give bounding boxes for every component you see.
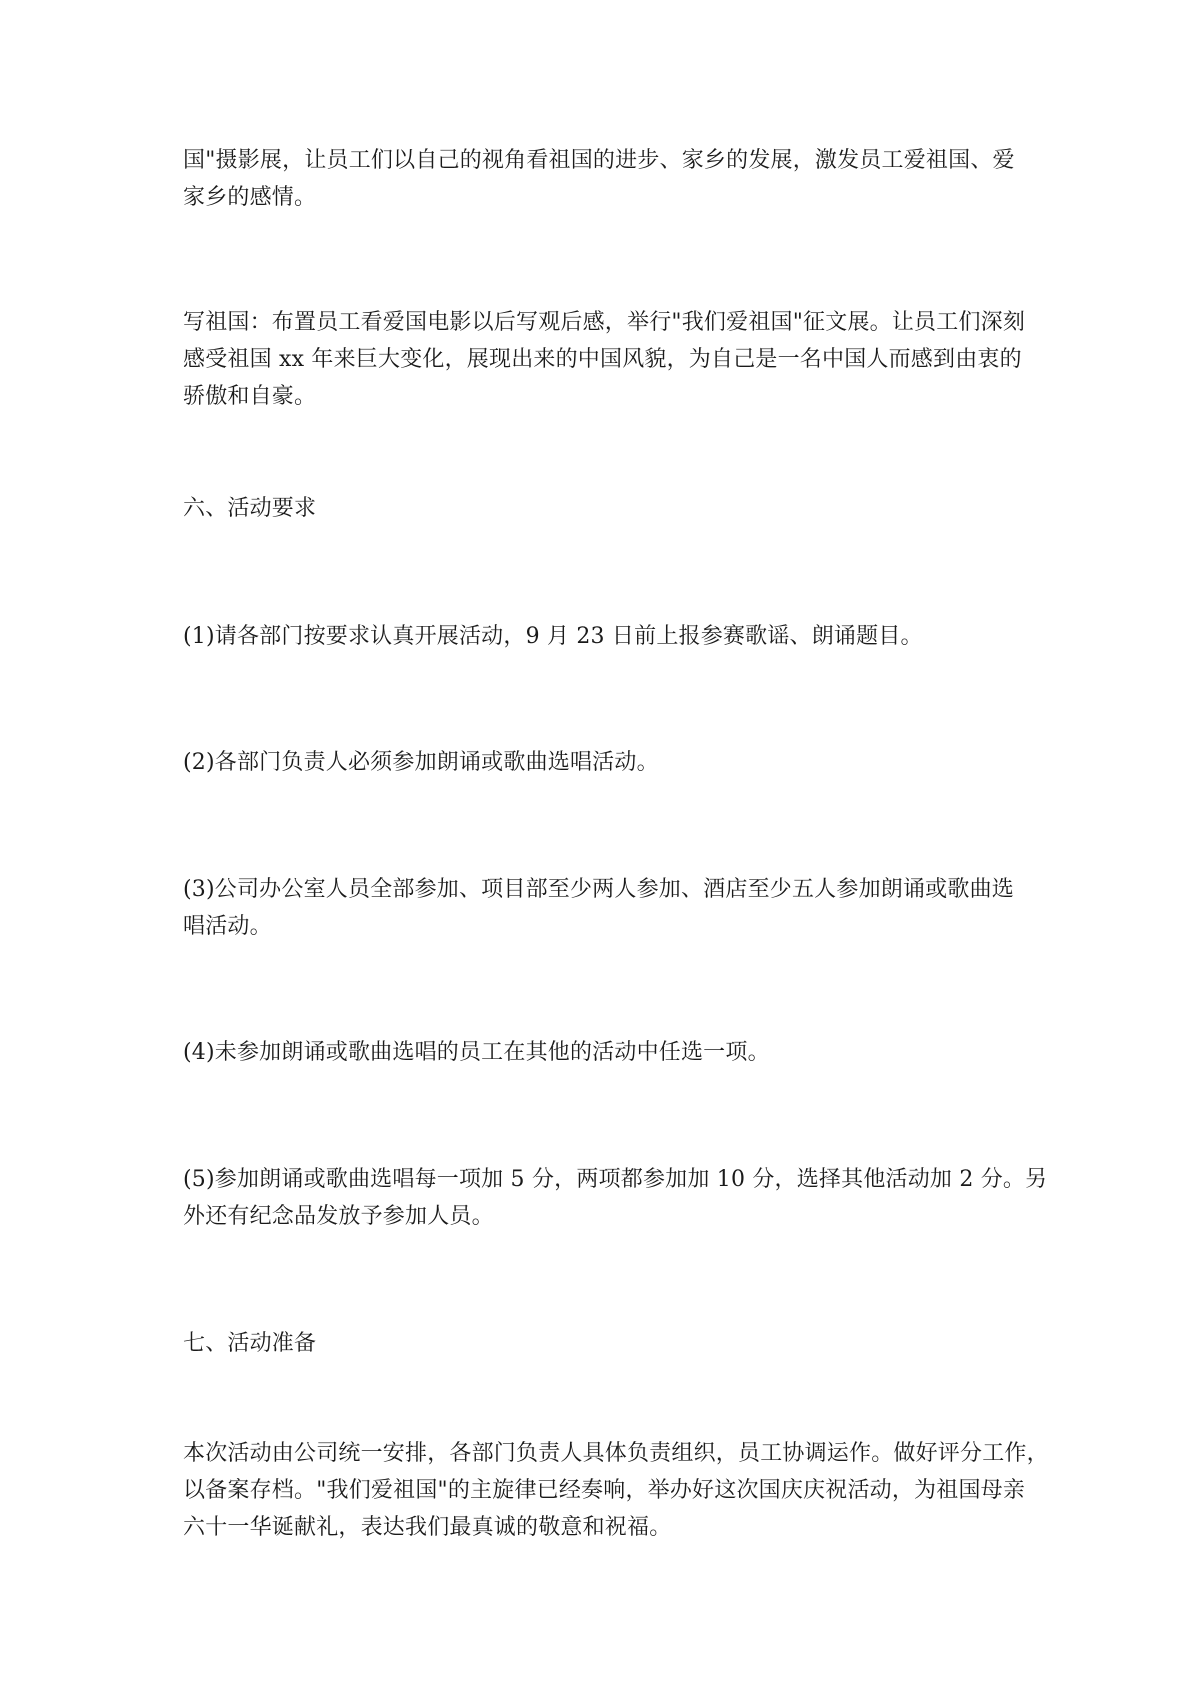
text-line: 感受祖国 xx 年来巨大变化，展现出来的中国风貌，为自己是一名中国人而感到由衷的	[183, 347, 1022, 372]
paragraph-write-motherland	[183, 304, 1033, 415]
text-line: 外还有纪念品发放予参加人员。	[183, 1204, 494, 1229]
section-heading-preparation	[183, 1325, 1033, 1362]
text-line: 唱活动。	[183, 914, 272, 939]
requirement-item-4	[183, 1034, 1033, 1071]
requirement-item-3	[183, 871, 1033, 945]
requirement-item-5	[183, 1161, 1048, 1235]
section-heading-requirements	[183, 490, 1033, 527]
heading-text: 七、活动准备	[183, 1331, 317, 1356]
text-line: 写祖国：布置员工看爱国电影以后写观后感，举行"我们爱祖国"征文展。让员工们深刻	[183, 310, 1026, 335]
text-line: (4)未参加朗诵或歌曲选唱的员工在其他的活动中任选一项。	[183, 1040, 770, 1065]
text-line: (3)公司办公室人员全部参加、项目部至少两人参加、酒店至少五人参加朗诵或歌曲选	[183, 877, 1014, 902]
text-line: (2)各部门负责人必须参加朗诵或歌曲选唱活动。	[183, 750, 659, 775]
paragraph-photo-exhibition	[183, 142, 1033, 216]
requirement-item-2	[183, 744, 1033, 781]
text-line: 家乡的感情。	[183, 185, 317, 210]
paragraph-preparation	[183, 1435, 1049, 1546]
heading-text: 六、活动要求	[183, 496, 317, 521]
text-line: 国"摄影展，让员工们以自己的视角看祖国的进步、家乡的发展，激发员工爱祖国、爱	[183, 148, 1015, 173]
text-line: (5)参加朗诵或歌曲选唱每一项加 5 分，两项都参加加 10 分，选择其他活动加 2 分。另	[183, 1167, 1048, 1192]
text-line: 骄傲和自豪。	[183, 384, 317, 409]
text-line: 六十一华诞献礼，表达我们最真诚的敬意和祝福。	[183, 1515, 672, 1540]
requirement-item-1	[183, 618, 1033, 655]
text-line: 本次活动由公司统一安排，各部门负责人具体负责组织，员工协调运作。做好评分工作，	[183, 1441, 1049, 1466]
text-line: (1)请各部门按要求认真开展活动，9 月 23 日前上报参赛歌谣、朗诵题目。	[183, 624, 923, 649]
text-line: 以备案存档。"我们爱祖国"的主旋律已经奏响，举办好这次国庆庆祝活动，为祖国母亲	[183, 1478, 1026, 1503]
